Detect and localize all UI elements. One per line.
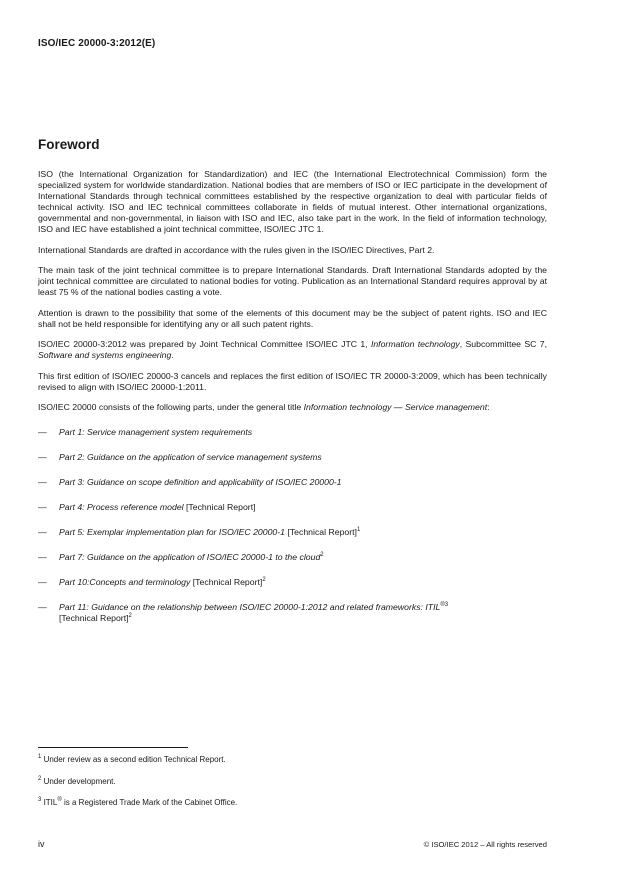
paragraph-prepared-by xyxy=(38,339,547,361)
part-note: [Technical Report] xyxy=(59,613,129,623)
part-title: Part 4: Process reference model xyxy=(59,502,184,512)
footnote-text: ITIL xyxy=(41,798,58,807)
list-item xyxy=(38,427,547,438)
section-title: Foreword xyxy=(38,137,100,152)
list-item xyxy=(38,577,547,588)
footnote-reference: 1 xyxy=(356,527,361,533)
committee-title: Information technology xyxy=(370,339,460,349)
prepared-by-prefix: ISO/IEC 20000-3:2012 was prepared by Joint Technical Committee ISO/IEC JTC 1, xyxy=(38,339,371,349)
list-dash: — xyxy=(38,527,47,537)
footnote-number: 3 xyxy=(38,797,42,803)
parts-list xyxy=(38,427,547,624)
footnote xyxy=(38,776,547,787)
prepared-by-middle: , Subcommittee SC 7, xyxy=(459,339,547,349)
document-identifier: ISO/IEC 20000-3:2012(E) xyxy=(38,38,156,49)
paragraph-organizations: ISO (the International Organization for Standardization) and IEC (the International Electrotechnical Commission) form the specialized system for worldwide standardization. National bodies that are members of ISO or IEC participate in the development of International Standards through technical committees established by the respective organization to deal with particular fields of technical activity. ISO and IEC technical committees collaborate in fields of mutual interest. Other international organizations, governmental and non-governmental, in liaison with ISO and IEC, also take part in the work. In the field of information technology, ISO and IEC have established a joint technical committee, ISO/IEC JTC 1. xyxy=(38,169,547,234)
list-dash: — xyxy=(38,452,47,462)
part-title: Part 2: Guidance on the application of service management systems xyxy=(59,452,322,462)
list-item xyxy=(38,477,547,488)
paragraph-joint-committee-task: The main task of the joint technical committee is to prepare International Standards. Draft International Standards adopted by the joint technical committee are circulated to national bodies for voting. Publication as an International Standard requires approval by at least 75 % of the national bodies casting a vote. xyxy=(38,265,547,297)
footnote-text: is a Registered Trade Mark of the Cabinet Office. xyxy=(61,798,238,807)
footnote-reference: 2 xyxy=(262,577,266,583)
part-title: Part 5: Exemplar implementation plan for ISO/IEC 20000-1 xyxy=(59,527,285,537)
part-title: Part 1: Service management system requirements xyxy=(59,427,253,437)
footnote-number: 2 xyxy=(38,775,42,782)
parts-general-title: Information technology — Service management xyxy=(303,402,488,412)
parts-intro-suffix: : xyxy=(487,402,490,412)
list-item xyxy=(38,452,547,463)
footnote-reference: ®3 xyxy=(440,602,449,608)
footnote xyxy=(38,797,547,808)
footnote-reference: 2 xyxy=(128,613,132,619)
list-item xyxy=(38,552,547,563)
parts-intro-prefix: ISO/IEC 20000 consists of the following parts, under the general title xyxy=(38,402,304,412)
list-dash: — xyxy=(38,552,47,562)
paragraph-parts-intro xyxy=(38,402,547,413)
subcommittee-title: Software and systems engineering xyxy=(38,350,172,360)
footnote-divider xyxy=(38,747,188,748)
footnote-reference: 2 xyxy=(320,552,324,558)
part-note: [Technical Report] xyxy=(183,502,256,512)
list-dash: — xyxy=(38,427,47,437)
prepared-by-suffix: . xyxy=(171,350,174,360)
part-title: Part 7: Guidance on the application of ISO/IEC 20000-1 to the cloud xyxy=(59,552,321,562)
part-note: [Technical Report] xyxy=(190,577,263,587)
paragraph-patent-notice: Attention is drawn to the possibility that some of the elements of this document may be the subject of patent rights. ISO and IEC shall not be held responsible for identifying any or all such patent rights. xyxy=(38,307,547,329)
footnote xyxy=(38,754,547,765)
foreword-body xyxy=(38,169,547,638)
list-dash: — xyxy=(38,477,47,487)
copyright-notice: © ISO/IEC 2012 – All rights reserved xyxy=(423,840,547,849)
list-dash: — xyxy=(38,602,47,612)
footnote-text: Under development. xyxy=(41,776,116,786)
list-item xyxy=(38,602,547,624)
list-dash: — xyxy=(38,502,47,512)
part-note: [Technical Report] xyxy=(285,527,357,537)
registered-mark: ® xyxy=(57,797,62,803)
paragraph-edition-note: This first edition of ISO/IEC 20000-3 cancels and replaces the first edition of ISO/IEC TR 20000-3:2009, which has been technically revised to align with ISO/IEC 20000-1:2011. xyxy=(38,370,547,392)
list-dash: — xyxy=(38,577,47,587)
part-title: Part 10:Concepts and terminology xyxy=(59,577,191,587)
list-item xyxy=(38,502,547,513)
footnote-number: 1 xyxy=(38,754,42,760)
footnote-text: Under review as a second edition Technical Report. xyxy=(41,755,226,764)
paragraph-drafting-rules: International Standards are drafted in accordance with the rules given in the ISO/IEC Directives, Part 2. xyxy=(38,244,435,255)
part-title: Part 3: Guidance on scope definition and applicability of ISO/IEC 20000-1 xyxy=(59,477,342,487)
part-title: Part 11: Guidance on the relationship between ISO/IEC 20000-1:2012 and related frameworks: ITIL xyxy=(59,602,441,612)
footnotes xyxy=(38,754,547,819)
list-item xyxy=(38,527,547,538)
page-number: iv xyxy=(38,839,45,849)
